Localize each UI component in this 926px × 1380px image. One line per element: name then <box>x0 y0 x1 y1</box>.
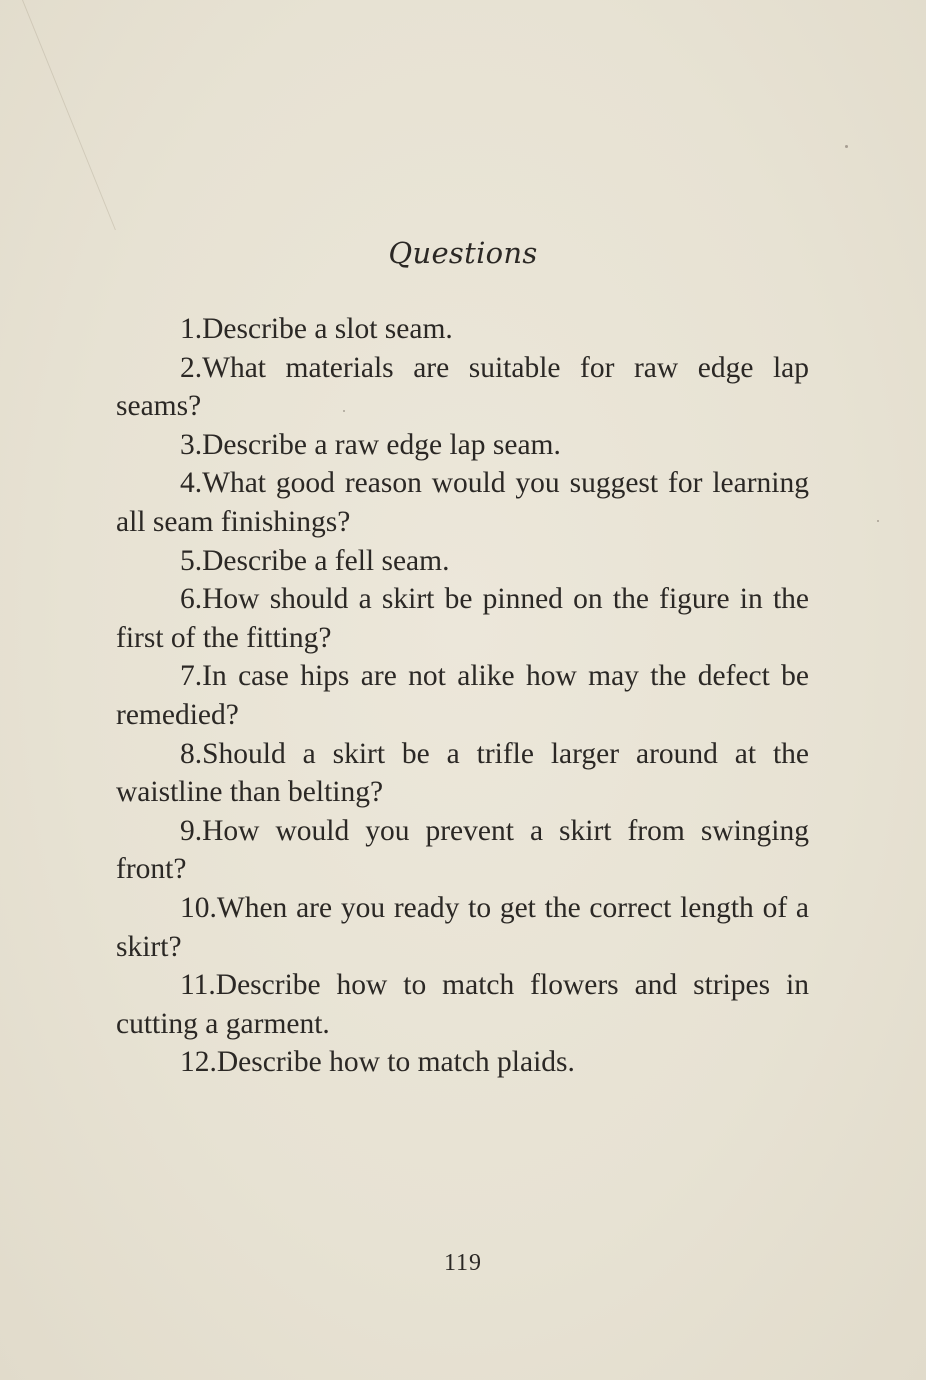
page-number: 119 <box>443 1250 483 1276</box>
question-number: 4. <box>180 467 203 500</box>
question-number: 7. <box>180 660 203 693</box>
question-text: Describe a slot seam. <box>202 313 453 345</box>
question-text: Should a skirt be a trifle larger around at the waistline than belting? <box>116 737 809 809</box>
question-number: 12. <box>180 1046 217 1079</box>
question-text: Describe how to match flowers and stripes in cutting a garment. <box>116 969 809 1040</box>
question-list <box>116 310 809 1082</box>
question-number: 1. <box>180 313 203 345</box>
question-text: How should a skirt be pinned on the figure in the first of the fitting? <box>116 583 809 654</box>
paper-speck <box>877 520 879 522</box>
question-number: 10. <box>180 891 217 924</box>
question-text: Describe how to match plaids. <box>216 1046 575 1079</box>
question-text: What materials are suitable for raw edge lap seams? <box>116 351 809 423</box>
question-item <box>116 310 809 349</box>
page-crease <box>22 0 206 230</box>
page-heading: Questions <box>388 236 538 270</box>
question-item <box>116 580 809 657</box>
question-item <box>116 735 809 812</box>
question-item <box>116 426 809 465</box>
question-item <box>116 889 809 966</box>
question-item <box>116 657 809 734</box>
paper-speck <box>845 145 848 148</box>
question-text: When are you ready to get the correct length of a skirt? <box>116 891 809 963</box>
question-number: 9. <box>180 814 203 847</box>
question-item <box>116 1043 809 1082</box>
question-text: How would you prevent a skirt from swinging front? <box>116 814 809 886</box>
question-item <box>116 542 809 581</box>
question-number: 11. <box>180 969 216 1002</box>
question-item <box>116 812 809 889</box>
question-item <box>116 966 809 1043</box>
question-number: 6. <box>180 583 203 616</box>
question-text: Describe a raw edge lap seam. <box>202 428 561 461</box>
question-number: 8. <box>180 737 203 770</box>
question-number: 3. <box>180 428 203 461</box>
question-text: What good reason would you suggest for learning all seam finishings? <box>116 467 809 538</box>
question-text: In case hips are not alike how may the defect be remedied? <box>116 660 809 731</box>
question-item <box>116 349 809 426</box>
question-item <box>116 464 809 541</box>
question-number: 5. <box>180 544 203 577</box>
question-number: 2. <box>180 351 203 384</box>
question-text: Describe a fell seam. <box>202 544 450 577</box>
